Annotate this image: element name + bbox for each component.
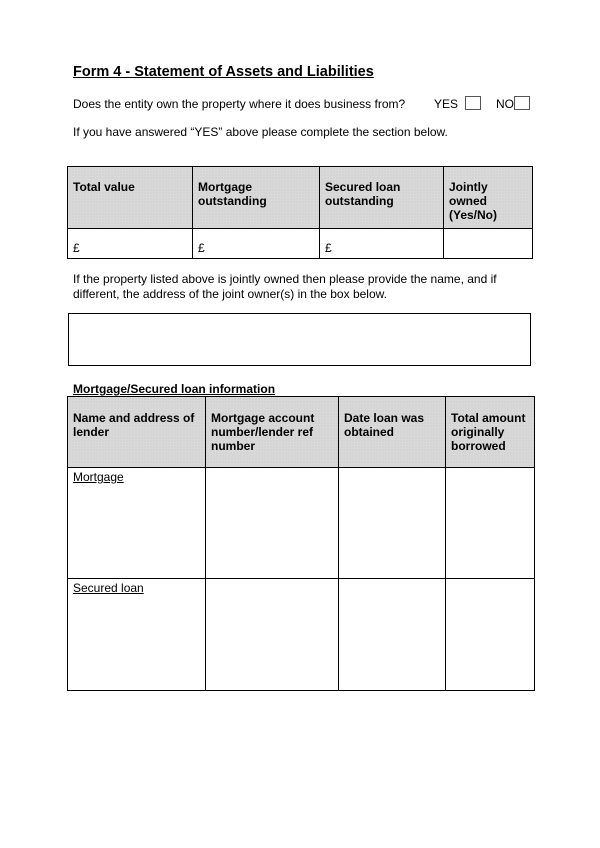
- loan-section-title: Mortgage/Secured loan information: [73, 382, 276, 396]
- form-title: Form 4 - Statement of Assets and Liabilities: [73, 64, 374, 80]
- no-label: NO: [496, 97, 514, 111]
- table-row: [68, 468, 535, 579]
- mortgage-account-field[interactable]: [206, 468, 339, 579]
- joint-owner-field[interactable]: [68, 313, 531, 366]
- secured-loan-date-field[interactable]: [339, 579, 446, 691]
- ownership-question: Does the entity own the property where it does business from?: [73, 97, 406, 111]
- secured-loan-outstanding-field[interactable]: £: [320, 229, 444, 259]
- header-total-borrowed: Total amount originally borrowed: [446, 397, 535, 468]
- mortgage-date-field[interactable]: [339, 468, 446, 579]
- yes-checkbox[interactable]: [465, 96, 481, 110]
- mortgage-outstanding-field[interactable]: £: [193, 229, 320, 259]
- instruction-text: If you have answered “YES” above please complete the section below.: [73, 125, 448, 139]
- yes-label: YES: [434, 97, 459, 111]
- header-mortgage-outstanding: Mortgage outstanding: [193, 167, 320, 229]
- header-date-obtained: Date loan was obtained: [339, 397, 446, 468]
- secured-loan-account-field[interactable]: [206, 579, 339, 691]
- header-secured-loan-outstanding: Secured loan outstanding: [320, 167, 444, 229]
- no-checkbox[interactable]: [514, 96, 530, 110]
- secured-loan-row-label[interactable]: Secured loan: [68, 579, 206, 691]
- table-row: [68, 579, 535, 691]
- header-total-value: Total value: [68, 167, 193, 229]
- loan-header-row: [68, 397, 535, 468]
- property-value-row: [68, 229, 533, 259]
- jointly-owned-field[interactable]: [444, 229, 533, 259]
- property-table: [67, 166, 533, 259]
- secured-loan-amount-field[interactable]: [446, 579, 535, 691]
- loan-table: [67, 396, 535, 691]
- header-jointly-owned: Jointly owned (Yes/No): [444, 167, 533, 229]
- mortgage-amount-field[interactable]: [446, 468, 535, 579]
- mortgage-row-label[interactable]: Mortgage: [68, 468, 206, 579]
- property-header-row: [68, 167, 533, 229]
- total-value-field[interactable]: £: [68, 229, 193, 259]
- header-account-number: Mortgage account number/lender ref number: [206, 397, 339, 468]
- joint-owner-note: If the property listed above is jointly owned then please provide the name, and if different, the address of the joint owner(s) in the box below.: [73, 272, 497, 301]
- header-lender: Name and address of lender: [68, 397, 206, 468]
